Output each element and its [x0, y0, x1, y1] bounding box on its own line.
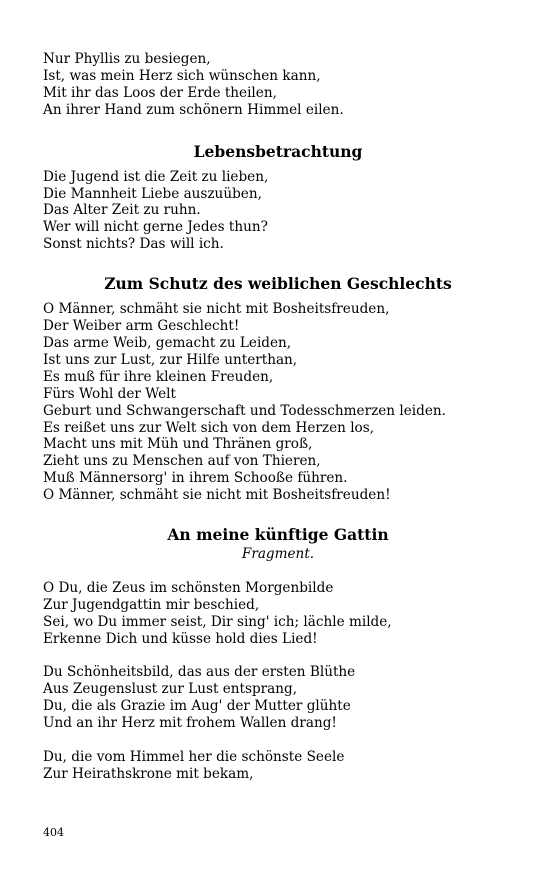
verse-line: Das arme Weib, gemacht zu Leiden,	[43, 334, 292, 351]
verse-line: Sonst nichts? Das will ich.	[43, 236, 224, 253]
poem-title: Lebensbetrachtung	[193, 141, 363, 161]
verse-line: O Männer, schmäht sie nicht mit Bosheitsfreuden,	[43, 301, 390, 318]
verse-line: Das Alter Zeit zu ruhn.	[43, 202, 201, 219]
verse-line: O Männer, schmäht sie nicht mit Bosheitsfreuden!	[43, 487, 391, 504]
poem-title: Zum Schutz des weiblichen Geschlechts	[104, 274, 452, 294]
verse-line: Sei, wo Du immer seist, Dir sing' ich; lächle milde,	[43, 613, 392, 630]
verse-line: Wer will nicht gerne Jedes thun?	[43, 219, 268, 236]
poem-zum-schutz	[43, 301, 513, 504]
verse-line: Aus Zeugenslust zur Lust entsprang,	[43, 681, 298, 698]
verse-line: Mit ihr das Loos der Erde theilen,	[43, 84, 277, 101]
verse-line: O Du, die Zeus im schönsten Morgenbilde	[43, 579, 334, 596]
page-number: 404	[43, 826, 64, 839]
verse-line: Die Jugend ist die Zeit zu lieben,	[43, 168, 269, 185]
verse-line: Du, die als Grazie im Aug' der Mutter glühte	[43, 698, 351, 715]
verse-line: An ihrer Hand zum schönern Himmel eilen.	[43, 101, 344, 118]
verse-line: Zieht uns zu Menschen auf von Thieren,	[43, 453, 321, 470]
poem-kuenftige-gattin	[43, 580, 513, 783]
verse-line: Der Weiber arm Geschlecht!	[43, 318, 240, 335]
verse-line: Macht uns mit Müh und Thränen groß,	[43, 436, 313, 453]
verse-line: Du, die vom Himmel her die schönste Seele	[43, 748, 345, 765]
verse-line: Du Schönheitsbild, das aus der ersten Blüthe	[43, 664, 356, 681]
poem-lebensbetrachtung	[43, 169, 513, 254]
stanza-gap	[43, 563, 513, 580]
verse-line: Die Mannheit Liebe auszuüben,	[43, 185, 262, 202]
stanza-gap	[43, 647, 513, 664]
verse-line: Nur Phyllis zu besiegen,	[43, 51, 211, 67]
stanza-gap	[43, 732, 513, 749]
verse-line: Zur Jugendgattin mir beschied,	[43, 596, 260, 613]
verse-line: Es reißet uns zur Welt sich von dem Herzen los,	[43, 419, 375, 436]
verse-line: Es muß für ihre kleinen Freuden,	[43, 368, 274, 385]
verse-line: Muß Männersorg' in ihrem Schooße führen.	[43, 470, 348, 487]
verse-line: Ist uns zur Lust, zur Hilfe unterthan,	[43, 351, 298, 368]
verse-line: Und an ihr Herz mit frohem Wallen drang!	[43, 715, 337, 732]
poem-subtitle: Fragment.	[241, 546, 315, 563]
page-text	[43, 51, 513, 783]
verse-line: Erkenne Dich und küsse hold dies Lied!	[43, 630, 318, 647]
verse-line: Zur Heirathskrone mit bekam,	[43, 765, 254, 782]
verse-line: Ist, was mein Herz sich wünschen kann,	[43, 67, 321, 84]
verse-line: Geburt und Schwangerschaft und Todesschmerzen leiden.	[43, 402, 446, 419]
verse-line: Fürs Wohl der Welt	[43, 385, 176, 402]
stanza-top	[43, 51, 513, 119]
poem-title: An meine künftige Gattin	[167, 525, 389, 545]
